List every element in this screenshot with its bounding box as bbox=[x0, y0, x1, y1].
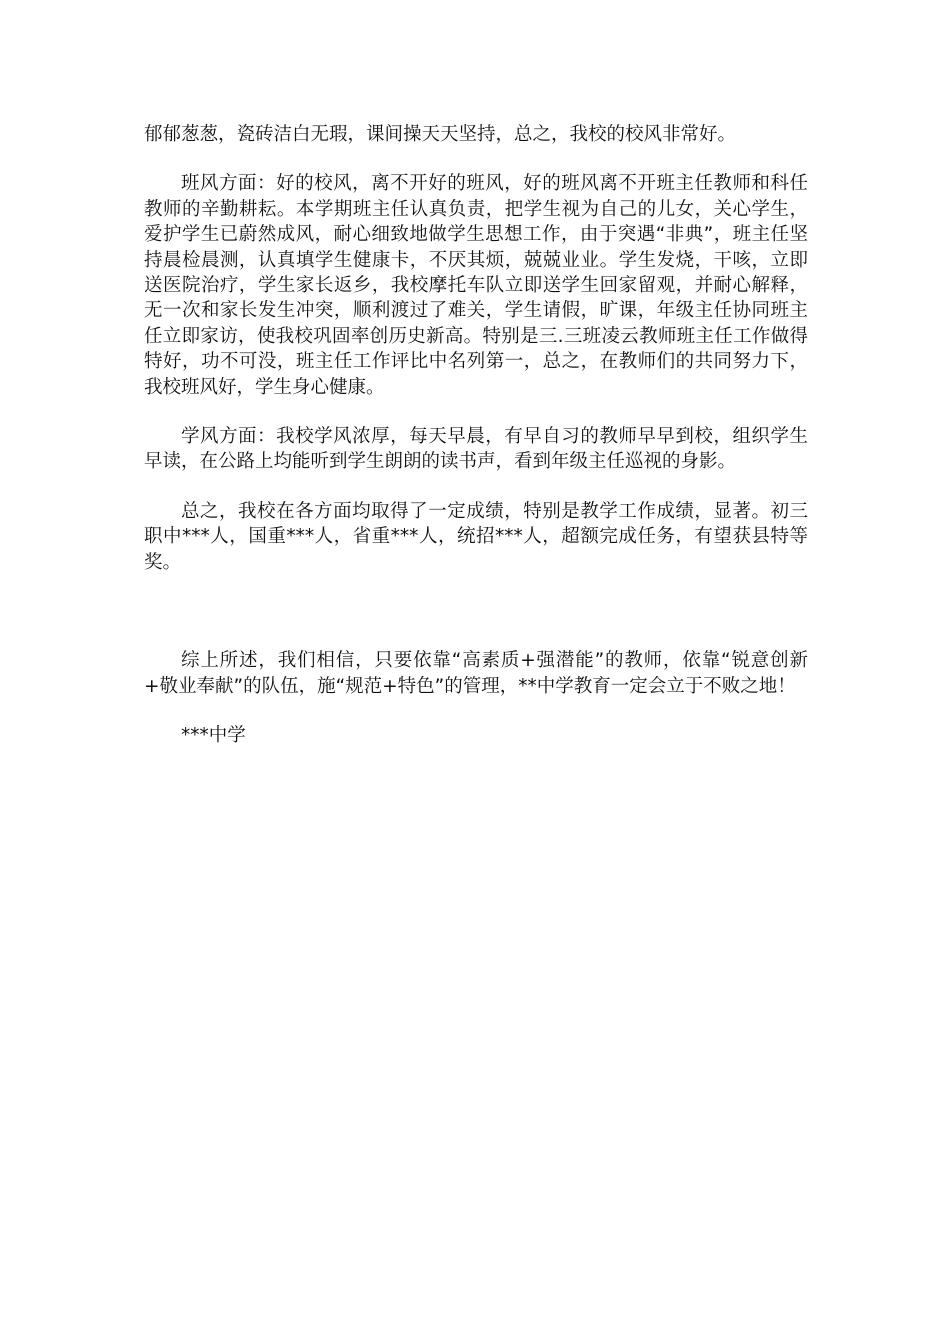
paragraph-school-spirit-end: 郁郁葱葱，瓷砖洁白无瑕，课间操天天坚持，总之，我校的校风非常好。 bbox=[144, 124, 737, 145]
paragraph-summary: 总之，我校在各方面均取得了一定成绩，特别是教学工作成绩，显著。初三职中***人，国重***人，省重***人，统招***人，超额完成任务，有望获县特等奖。 bbox=[144, 500, 808, 573]
paragraph-conclusion: 综上所述，我们相信，只要依靠“高素质+强潜能”的教师，依靠“锐意创新+敬业奉献”的队伍，施“规范+特色”的管理，**中学教育一定会立于不败之地！ bbox=[144, 650, 808, 697]
paragraph-class-spirit: 班风方面：好的校风，离不开好的班风，好的班风离不开班主任教师和科任教师的辛勤耕耘。本学期班主任认真负责，把学生视为自己的儿女，关心学生，爱护学生已蔚然成风，耐心细致地做学生思想工作，由于突遇“非典”，班主任坚持晨检晨测，认真填学生健康卡，不厌其烦，兢兢业业。学生发烧，干咳，立即送医院治疗，学生家长返乡，我校摩托车队立即送学生回家留观，并耐心解释，无一次和家长发生冲突，顺利渡过了难关，学生请假，旷课，年级主任协同班主任立即家访，使我校巩固率创历史新高。特别是三.三班凌云教师班主任工作做得特好，功不可没，班主任工作评比中名列第一，总之，在教师们的共同努力下，我校班风好，学生身心健康。 bbox=[144, 173, 808, 398]
document-body bbox=[144, 122, 808, 748]
signature-school-name: ***中学 bbox=[181, 724, 246, 746]
paragraph-study-spirit: 学风方面：我校学风浓厚，每天早晨，有早自习的教师早早到校，组织学生早读，在公路上均能听到学生朗朗的读书声，看到年级主任巡视的身影。 bbox=[144, 426, 808, 473]
